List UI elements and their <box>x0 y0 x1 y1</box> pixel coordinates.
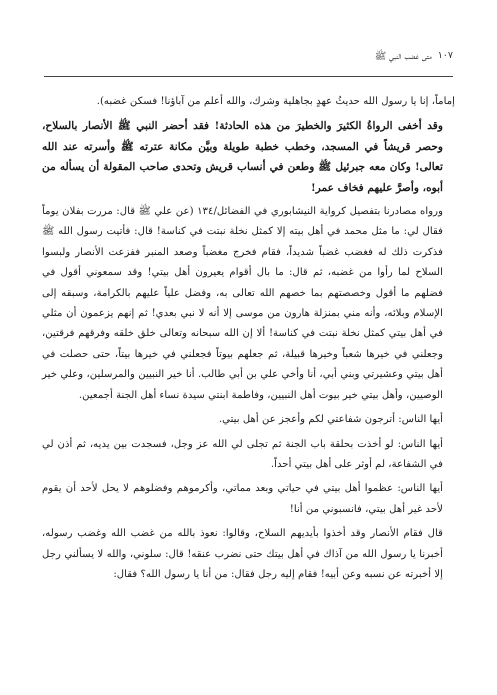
paragraph-7: قال فقام الأنصار وقد أخذوا بأيديهم السلاح، وقالوا: نعوذ بالله من غضب الله وغضب رسوله، أخبرنا يا رسول الله من آذاك في أهل بيتك حتى نضرب عنقه! قال: سلوني، والله لا يسألني رجل إلا أخبرته عن نسبه وعن أبيه! فقام إليه رجل فقال: من أنا يا رسول الله؟ فقال: <box>42 528 443 580</box>
paragraph-3: ورواه مصادرنا بتفصيل كرواية النيشابوري في الفضائل/١٣٤ (عن علي ﷺ قال: مررت بفلان يوماً فقال لي: ما مثل محمد في أهل بيته إلا كمثل نخلة نبتت في كناسة! قال: فأتيت رسول الله ﷺ فذكرت ذلك له فغضب غضباً شديداً، فقام فخرج مغضباً وصعد المنبر ففزعت الأنصار ولبسوا السلاح لما رأوا من غضبه، ثم قال: ما بال أقوام يعيرون أهل بيتي! وقد سمعوني أقول في فضلهم ما أقول وخصصتهم بما خصهم الله تعالى به، وفضل علياً عليهم بالكرامة، وسبقه إلى الإسلام وبلائه، وأنه مني بمنزلة هارون من موسى إلا أنه لا نبي بعدي! ثم إنهم يزعمون أن مثلي في أهل بيتي كمثل نخلة نبتت في كناسة! ألا إن الله سبحانه وتعالى خلق خلقه وفرقهم فرقتين، وجعلني في خيرها شعباً وخيرها قبيلة، ثم جعلهم بيوتاً فجعلني في خيرها بيتاً، حتى حصلت في أهل بيتي وعشيرتي وبني أبي، أنا وأخي علي بن أبي طالب. أنا خير النبيين والمرسلين، وعلي خير الوصيين، وأهل بيتي خير بيوت أهل النبيين، وفاطمة ابنتي سيدة نساء أهل الجنة أجمعين. <box>42 206 443 401</box>
page-number: ١٠٧ <box>437 50 453 61</box>
page-header <box>44 50 453 64</box>
page-body <box>42 92 455 589</box>
paragraph-5: أيها الناس: لو أخذت بحلقة باب الجنة ثم تجلى لي الله عز وجل، فسجدت بين يديه، ثم أذن لي في الشفاعة، لم أوثر على أهل بيتي أحداً. <box>42 438 443 470</box>
header-divider <box>44 76 453 77</box>
paragraph-6: أيها الناس: عظموا أهل بيتي في حياتي وبعد مماتي، وأكرموهم وفضلوهم لا يحل لأحد أن يقوم لأحد غير أهل بيتي، فانسبوني من أنا! <box>42 483 443 515</box>
paragraph-1: إماماً، إنا يا رسول الله حديثُ عهدٍ بجاهلية وشرك، والله أعلم من آباؤنا! فسكن غضبه). <box>96 96 455 107</box>
running-title: متى غضب النبي ﷺ <box>374 51 432 62</box>
paragraph-2-bold: وقد أخفى الرواةُ الكثيرَ والخطيرَ من هذه الحادثة! فقد أحضر النبي ﷺ الأنصار بالسلاح، وحصر قريشاً في المسجد، وخطب خطبة طويلة وبيَّن مكانة عترته ﷺ وأسرته عند الله تعالى! وكان معه جبرئيل ﷺ وطعن في أنساب قريش وتحدى صاحب المقولة أن يسأله من أبوه، وأصرَّ عليهم فخاف عمر! <box>42 120 443 194</box>
paragraph-4: أيها الناس: أترجون شفاعتي لكم وأعجز عن أهل بيتي. <box>218 414 443 426</box>
